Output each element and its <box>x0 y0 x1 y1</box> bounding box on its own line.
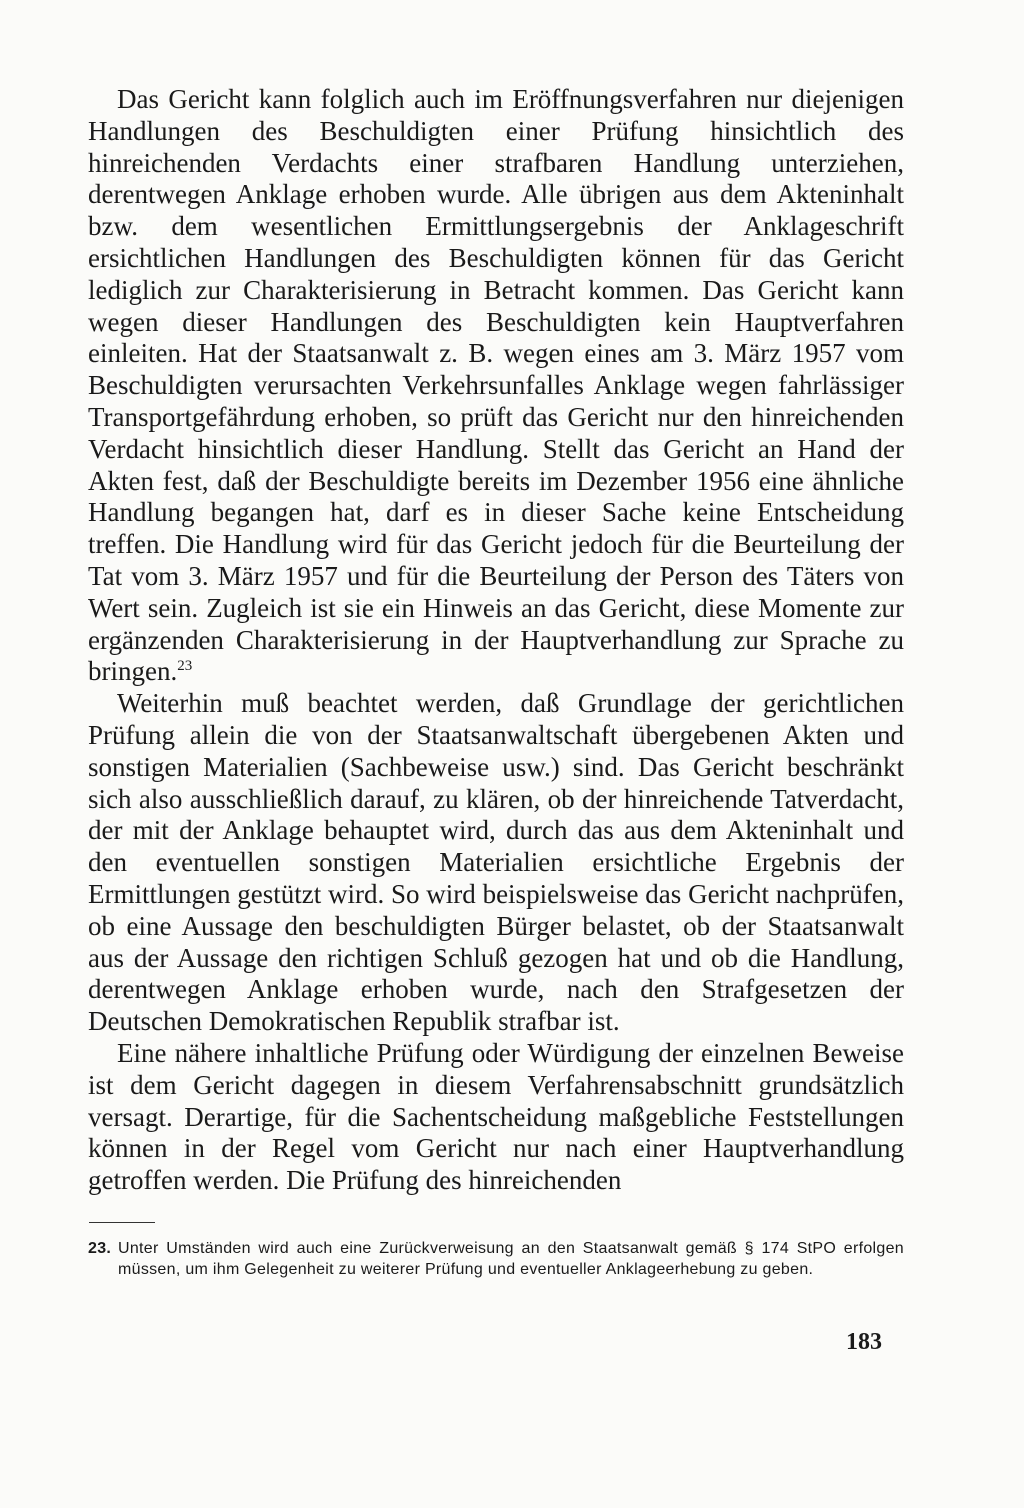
body-text <box>88 84 904 1197</box>
paragraph-1 <box>88 84 904 688</box>
footnote-number: 23. <box>88 1240 112 1257</box>
footnote <box>88 1238 904 1280</box>
footnote-divider <box>89 1222 155 1223</box>
paragraph-2: Weiterhin muß beachtet werden, daß Grundlage der gerichtlichen Prüfung allein die von der Staatsanwaltschaft übergebenen Akten und sonstigen Materialien (Sachbeweise usw.) sind. Das Gericht beschränkt sich also ausschließlich darauf, zu klären, ob der hinreichende Tatverdacht, der mit der Anklage behauptet wird, durch das aus dem Akteninhalt und den eventuellen sonstigen Materialien ersichtliche Ergebnis der Ermittlungen gestützt wird. So wird beispielsweise das Gericht nachprüfen, ob eine Aussage den beschuldigten Bürger belastet, ob der Staatsanwalt aus der Aussage den richtigen Schluß gezogen hat und ob die Handlung, derentwegen Anklage erhoben wurde, nach den Strafgesetzen der Deutschen Demokratischen Republik strafbar ist. <box>88 688 904 1037</box>
paragraph-3: Eine nähere inhaltliche Prüfung oder Würdigung der einzelnen Beweise ist dem Gericht dagegen in diesem Verfahrensabschnitt grundsätzlich versagt. Derartige, für die Sachentscheidung maßgebliche Feststellungen können in der Regel vom Gericht nur nach einer Hauptverhandlung getroffen werden. Die Prüfung des hinreichenden <box>88 1037 904 1196</box>
paragraph-1-text: Das Gericht kann folglich auch im Eröffnungsverfahren nur diejenigen Handlungen des Beschuldigten einer Prüfung hinsichtlich des hinreichenden Verdachts einer strafbaren Handlung unterziehen, derentwegen Anklage erhoben wurde. Alle übrigen aus dem Akteninhalt bzw. dem wesentlichen Ermittlungsergebnis der Anklageschrift ersichtlichen Handlungen des Beschuldigten können für das Gericht lediglich zur Charakterisierung in Betracht kommen. Das Gericht kann wegen dieser Handlungen des Beschuldigten kein Hauptverfahren einleiten. Hat der Staatsanwalt z. B. wegen eines am 3. März 1957 vom Beschuldigten verursachten Verkehrsunfalles Anklage wegen fahrlässiger Transportgefährdung erhoben, so prüft das Gericht nur den hinreichenden Verdacht hinsichtlich dieser Handlung. Stellt das Gericht an Hand der Akten fest, daß der Beschuldigte bereits im Dezember 1956 eine ähnliche Handlung begangen hat, darf es in dieser Sache keine Entscheidung treffen. Die Handlung wird für das Gericht jedoch für die Beurteilung der Tat vom 3. März 1957 und für die Beurteilung der Person des Täters von Wert sein. Zugleich ist sie ein Hinweis an das Gericht, diese Momente zur ergänzenden Charakterisierung in der Hauptverhandlung zur Sprache zu bringen. <box>88 84 904 687</box>
footnote-text: Unter Umständen wird auch eine Zurückverweisung an den Staatsanwalt gemäß § 174 StPO erfolgen müssen, um ihm Gelegenheit zu weiterer Prüfung und eventueller Anklageerhebung zu geben. <box>118 1240 904 1278</box>
footnote-reference: 23 <box>177 658 193 675</box>
page-number: 183 <box>846 1329 882 1355</box>
